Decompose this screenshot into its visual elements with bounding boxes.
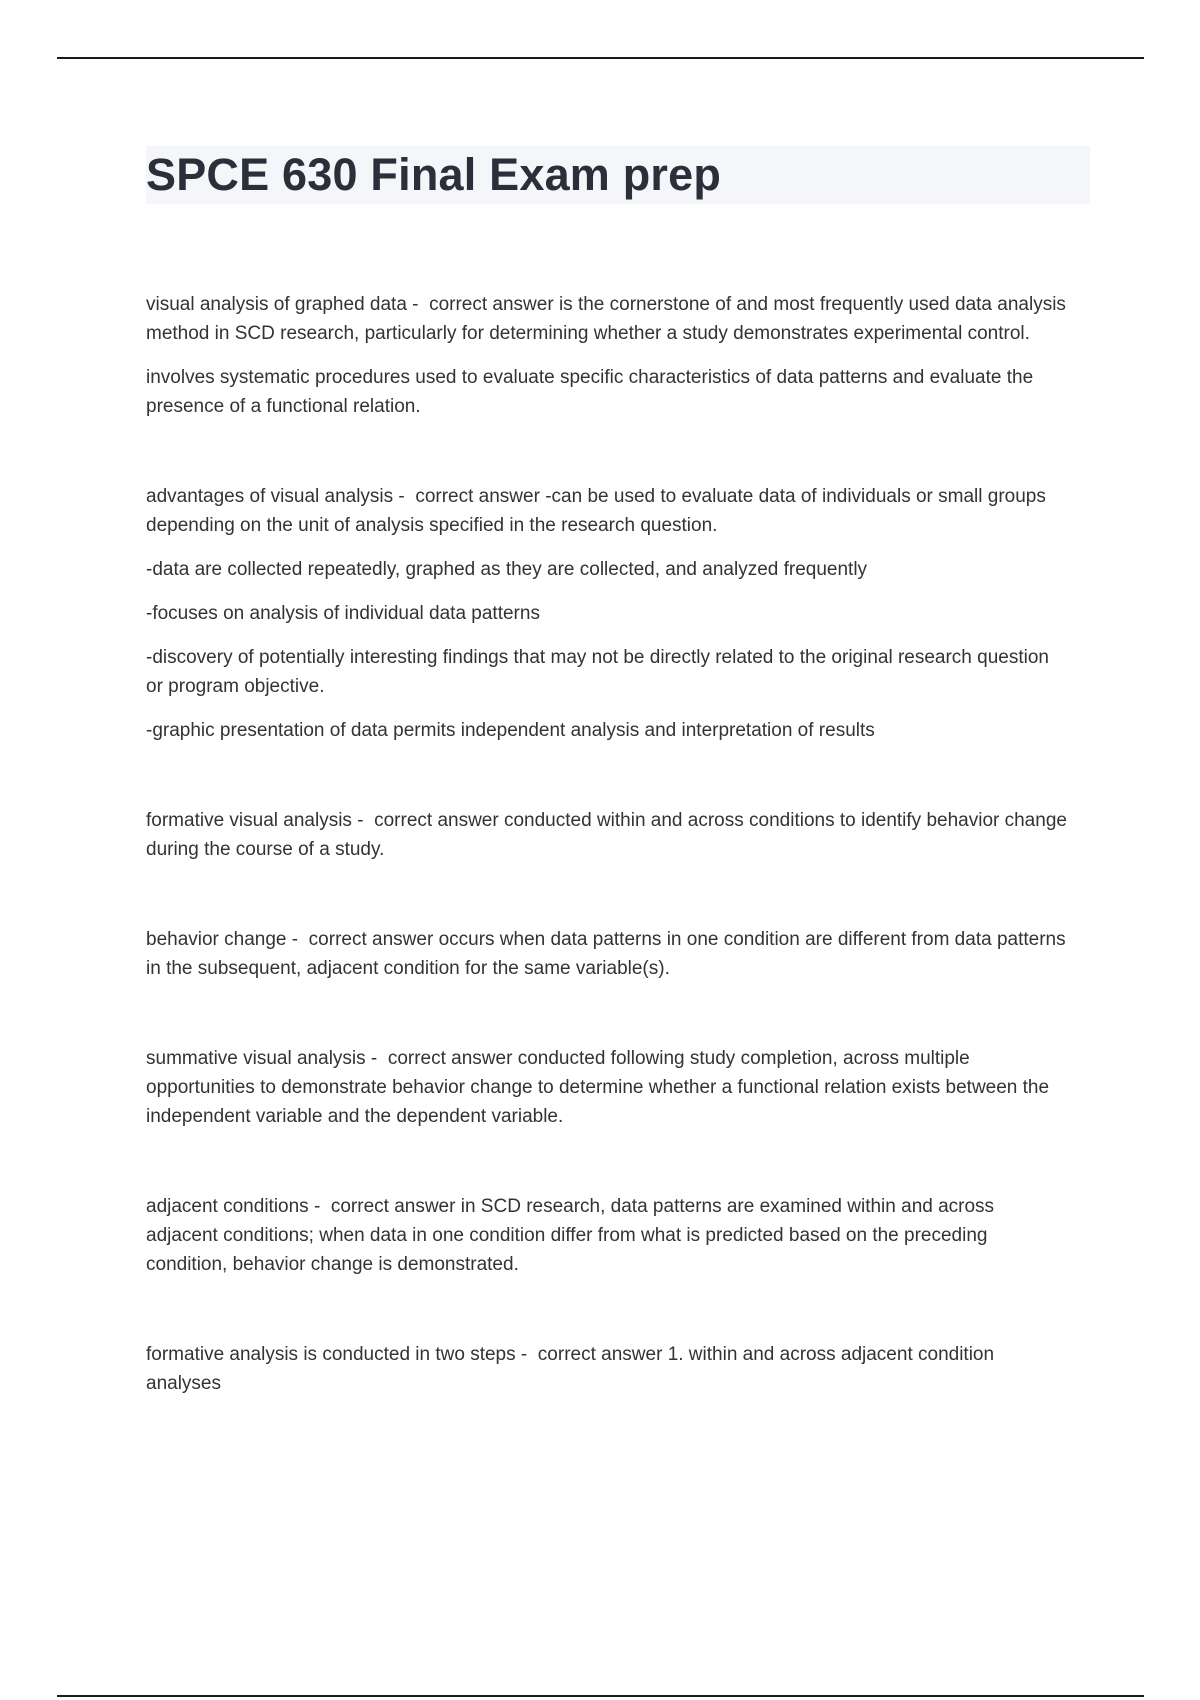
entry-definition [146,290,1071,348]
answer-label: correct answer [387,1048,513,1069]
entry-extra-line: involves systematic procedures used to evaluate specific characteristics of data patterns and evaluate the presence of a functional relation. [146,367,1034,417]
entry-term: summative visual analysis [146,1048,366,1069]
answer-label: correct answer [415,486,540,507]
separator: - [393,486,416,507]
entry-extra-line: -discovery of potentially interesting findings that may not be directly related to the original research question or program objective. [146,647,1049,697]
entry-extra-line: -data are collected repeatedly, graphed as they are collected, and analyzed frequently [146,559,868,580]
entry-answer: conducted following study completion, across multiple opportunities to demonstrate behavior change to determine whether a functional relation exists between the independent variable and the dependent variable. [146,1048,1050,1127]
page-title: SPCE 630 Final Exam prep [146,149,722,200]
answer-label: correct answer [537,1344,663,1365]
flashcard-entry [146,1340,1071,1398]
flashcard-entry [146,925,1071,983]
entry-term: formative visual analysis [146,810,352,831]
flashcard-list [146,290,1071,1398]
entry-answer: in SCD research, data patterns are examined within and across adjacent conditions; when data in one condition differ from what is predicted based on the preceding condition, behavior change is demonstrated. [146,1196,995,1275]
answer-label: correct answer [308,929,434,950]
flashcard-entry [146,1044,1071,1131]
entry-definition [146,1044,1071,1131]
flashcard-entry [146,806,1071,864]
entry-answer: -can be used to evaluate data of individuals or small groups depending on the unit of analysis specified in the research question. [146,486,1046,536]
separator: - [365,1048,388,1069]
answer-label: correct answer [330,1196,456,1217]
entry-term: adjacent conditions [146,1196,309,1217]
separator: - [351,810,375,831]
entry-answer: 1. within and across adjacent condition analyses [146,1344,995,1394]
entry-term: visual analysis of graphed data [146,294,407,315]
entry-definition [146,1192,1071,1279]
answer-label: correct answer [429,294,554,315]
entry-definition [146,925,1071,983]
entry-definition [146,482,1071,540]
top-rule [57,57,1144,59]
flashcard-entry [146,290,1071,421]
entry-definition [146,1340,1071,1398]
entry-extra-line: -graphic presentation of data permits independent analysis and interpretation of results [146,720,875,741]
entry-answer: is the cornerstone of and most frequently used data analysis method in SCD research, particularly for determining whether a study demonstrates experimental control. [146,294,1066,344]
entry-term: advantages of visual analysis [146,486,394,507]
flashcard-entry [146,1192,1071,1279]
separator: - [515,1344,538,1365]
separator: - [308,1196,331,1217]
bottom-rule [57,1695,1144,1697]
entry-answer: conducted within and across conditions to identify behavior change during the course of a study. [146,810,1067,860]
entry-term: behavior change [146,929,287,950]
entry-answer: occurs when data patterns in one condition are different from data patterns in the subsequent, adjacent condition for the same variable(s). [146,929,1066,979]
flashcard-entry [146,482,1071,745]
entry-extra-line: -focuses on analysis of individual data patterns [146,603,540,624]
entry-term: formative analysis is conducted in two steps [146,1344,516,1365]
entry-definition [146,806,1071,864]
separator: - [406,294,430,315]
answer-label: correct answer [374,810,499,831]
separator: - [286,929,309,950]
